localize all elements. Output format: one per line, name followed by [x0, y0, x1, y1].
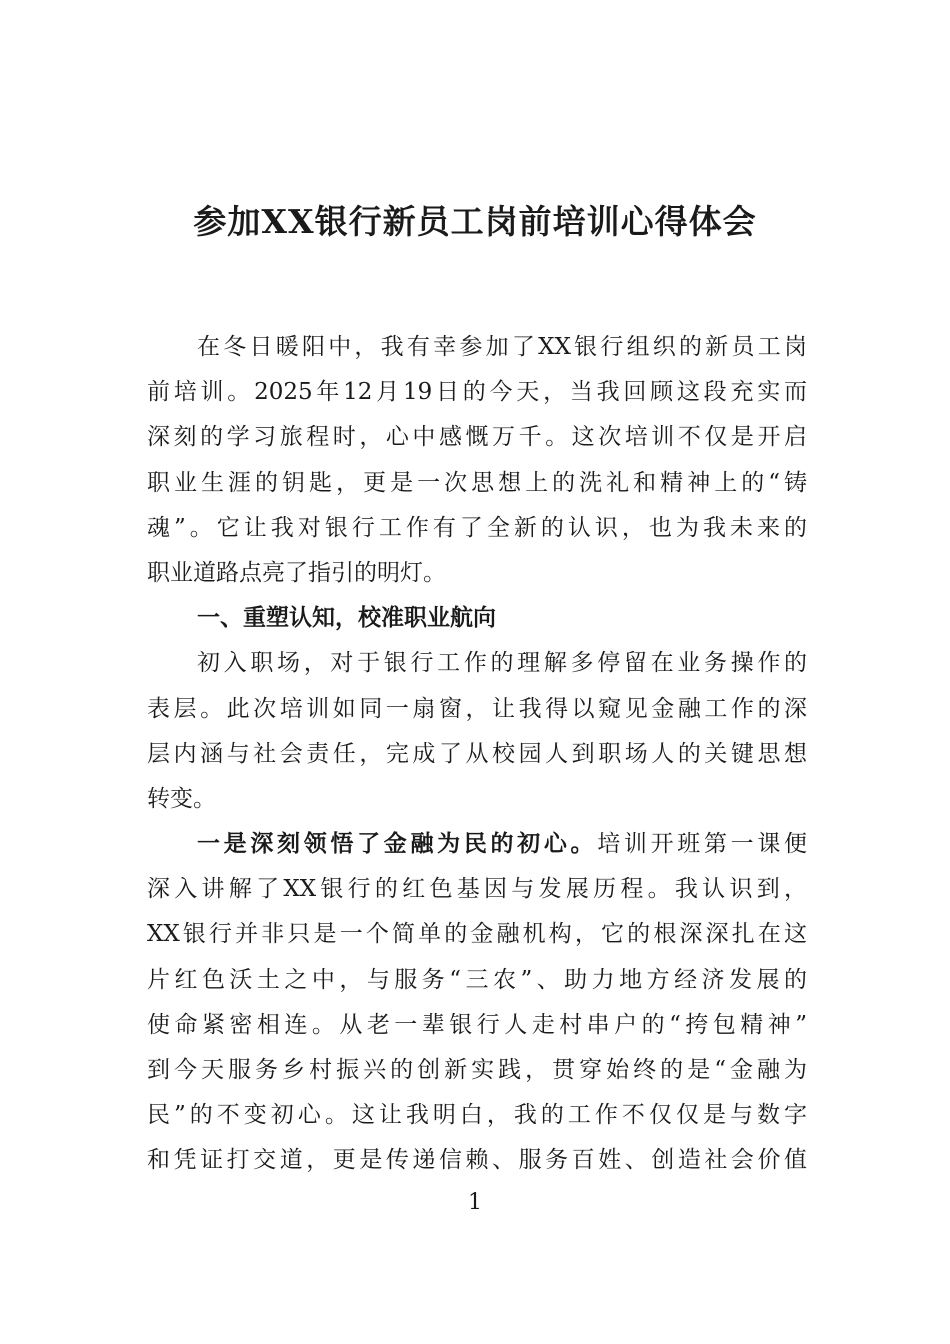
text-line: 层内涵与社会责任，完成了从校园人到职场人的关键思想	[147, 740, 807, 767]
paragraph-section-intro	[147, 641, 807, 822]
text-line: 片红色沃土之中，与服务“三农”、助力地方经济发展的	[147, 966, 807, 993]
text-line	[147, 822, 807, 867]
text-line: XX银行并非只是一个简单的金融机构，它的根深深扎在这	[147, 921, 807, 948]
paragraph-point-one	[147, 822, 807, 1184]
paragraph-lead: 一是深刻领悟了金融为民的初心。	[197, 831, 598, 858]
text-line: 魂”。它让我对银行工作有了全新的认识，也为我未来的	[147, 514, 807, 541]
text-line: 使命紧密相连。从老一辈银行人走村串户的“挎包精神”	[147, 1011, 807, 1038]
text-line: 职业道路点亮了指引的明灯。	[147, 559, 446, 586]
section-heading: 一、重塑认知，校准职业航向	[197, 605, 496, 632]
document-body	[147, 325, 807, 1184]
text-line: 到今天服务乡村振兴的创新实践，贯穿始终的是“金融为	[147, 1057, 807, 1083]
text-line: 民”的不变初心。这让我明白，我的工作不仅仅是与数字	[147, 1102, 807, 1129]
text-line: 深入讲解了XX银行的红色基因与发展历程。我认识到，	[147, 876, 807, 903]
text-line: 在冬日暖阳中，我有幸参加了XX银行组织的新员工岗	[197, 334, 807, 360]
page-number: 1	[468, 1190, 482, 1215]
text-run: 培训开班第一课便	[597, 831, 808, 858]
text-line: 前培训。2025年12月19日的今天，当我回顾这段充实而	[147, 379, 807, 406]
text-line: 深刻的学习旅程时，心中感慨万千。这次培训不仅是开启	[147, 424, 807, 451]
paragraph-intro	[147, 325, 807, 596]
text-line: 初入职场，对于银行工作的理解多停留在业务操作的	[197, 650, 807, 677]
text-line: 和凭证打交道，更是传递信赖、服务百姓、创造社会价值	[147, 1147, 807, 1174]
text-line: 表层。此次培训如同一扇窗，让我得以窥见金融工作的深	[147, 695, 807, 722]
text-line: 转变。	[147, 785, 216, 812]
document-title: 参加XX银行新员工岗前培训心得体会	[193, 202, 757, 241]
text-line: 职业生涯的钥匙，更是一次思想上的洗礼和精神上的“铸	[147, 469, 807, 496]
